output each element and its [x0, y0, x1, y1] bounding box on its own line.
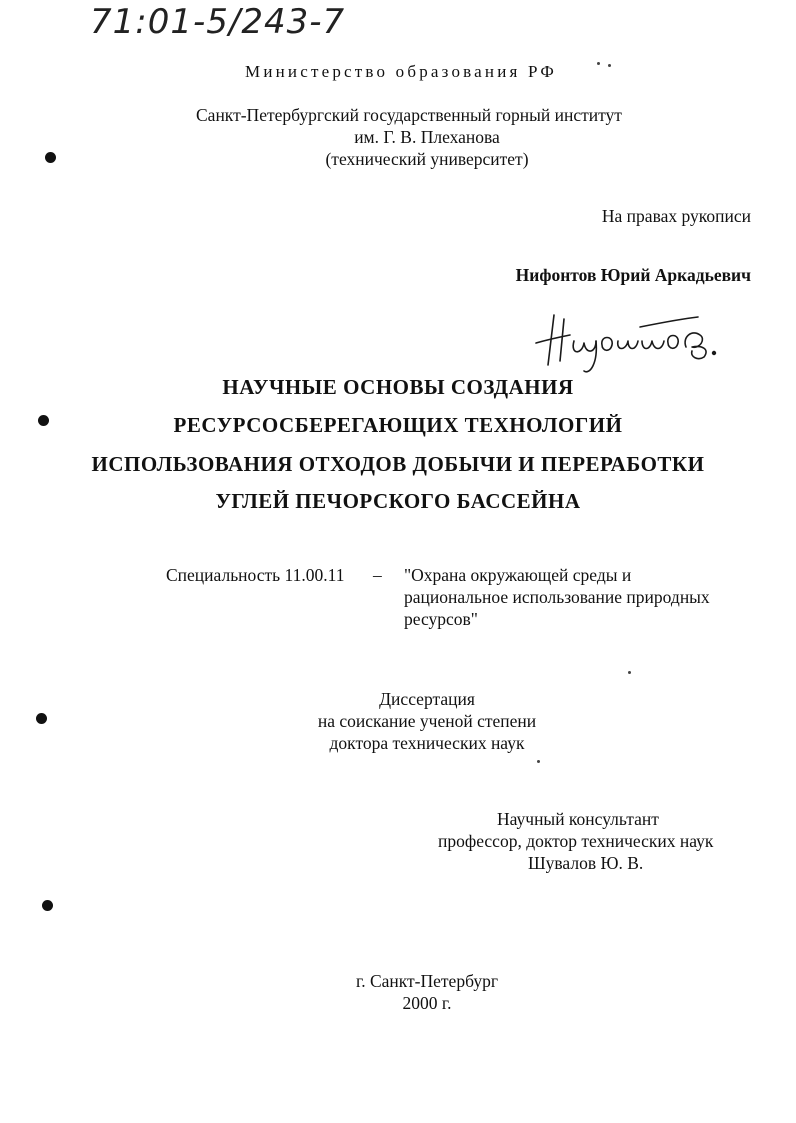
- punch-hole-mark: [36, 713, 47, 724]
- scan-speck: [597, 62, 600, 65]
- punch-hole-mark: [45, 152, 56, 163]
- title-line-2: РЕСУРСОСБЕРЕГАЮЩИХ ТЕХНОЛОГИЙ: [173, 413, 623, 437]
- author-name: Нифонтов Юрий Аркадьевич: [515, 265, 751, 285]
- city: г. Санкт-Петербург: [356, 971, 498, 991]
- title-line-1: НАУЧНЫЕ ОСНОВЫ СОЗДАНИЯ: [222, 375, 574, 399]
- specialty-name-line-1: "Охрана окружающей среды и: [404, 565, 632, 585]
- ministry-name: Министерство образования РФ: [245, 62, 557, 81]
- specialty-name-line-2: рациональное использование природных: [404, 587, 710, 607]
- dissertation-purpose: на соискание ученой степени: [317, 711, 537, 731]
- scan-speck: [608, 64, 611, 67]
- scan-speck: [537, 760, 540, 763]
- institution-name: Санкт-Петербургский государственный горный институт: [196, 105, 622, 125]
- punch-hole-mark: [38, 415, 49, 426]
- institution-type: (технический университет): [325, 149, 529, 169]
- title-line-4: УГЛЕЙ ПЕЧОРСКОГО БАССЕЙНА: [215, 489, 581, 513]
- dissertation-degree: доктора технических наук: [329, 733, 525, 753]
- specialty-dash: –: [373, 565, 382, 585]
- consultant-title: профессор, доктор технических наук: [438, 831, 714, 851]
- manuscript-rights-note: На правах рукописи: [601, 206, 751, 226]
- signature-icon: [530, 305, 725, 377]
- catalog-number: 71:01-5/243-7: [90, 2, 346, 42]
- consultant-role: Научный консультант: [497, 809, 659, 829]
- specialty-label: Специальность 11.00.11: [166, 565, 345, 585]
- punch-hole-mark: [42, 900, 53, 911]
- title-line-3: ИСПОЛЬЗОВАНИЯ ОТХОДОВ ДОБЫЧИ И ПЕРЕРАБОТКИ: [91, 452, 705, 476]
- institution-honorific: им. Г. В. Плеханова: [354, 127, 500, 147]
- specialty-name-line-3: ресурсов": [404, 609, 478, 629]
- dissertation-type: Диссертация: [379, 689, 475, 709]
- consultant-name: Шувалов Ю. В.: [528, 853, 644, 873]
- year: 2000 г.: [402, 993, 452, 1013]
- scan-speck: [628, 671, 631, 674]
